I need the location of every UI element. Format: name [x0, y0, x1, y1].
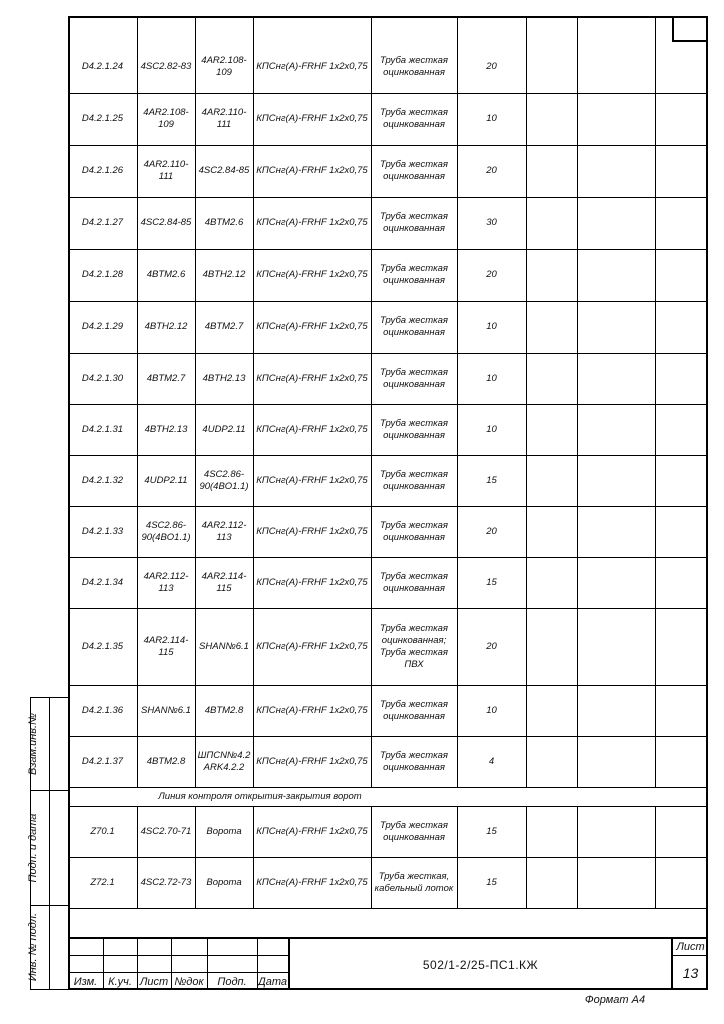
cell-cable: КПСнг(А)-FRHF 1x2x0,75 [256, 321, 368, 332]
cell-pipe: Труба жесткая, кабельный лоток [374, 870, 454, 894]
cell-from: 4BTM2.7 [146, 372, 186, 384]
cell-cable: КПСнг(А)-FRHF 1x2x0,75 [256, 825, 368, 837]
cell-cable: КПСнг(А)-FRHF 1x2x0,75 [256, 423, 368, 435]
cell-length: 15 [486, 474, 497, 486]
column-divider [457, 16, 458, 787]
cell-to: 4BTH2.12 [202, 269, 246, 280]
cell-to: 4BTM2.8 [204, 704, 244, 716]
cell-pipe: Труба жесткая оцинкованная [380, 570, 448, 594]
sheet-number: 13 [682, 965, 699, 981]
cell-id: D4.2.1.30 [81, 372, 124, 384]
cell-length: 10 [486, 423, 497, 435]
kuch-label: К.уч. [108, 975, 132, 988]
cell-id: D4.2.1.29 [81, 321, 124, 332]
cell-pipe: Труба жесткая оцинкованная [380, 417, 448, 441]
cell-to: Ворота [206, 876, 242, 888]
vzam-inv-label: Взам.инв.№ [27, 713, 39, 775]
cell-pipe: Труба жесткая оцинкованная [380, 468, 448, 492]
column-divider [371, 16, 372, 787]
cell-id: D4.2.1.25 [81, 113, 124, 124]
column-divider [137, 16, 138, 787]
cell-length: 20 [486, 525, 497, 537]
cell-pipe: Труба жесткая оцинкованная; Труба жесткая ПВХ [380, 622, 448, 670]
cell-length: 10 [486, 321, 497, 332]
cell-to: ШПСN№4.2 ARK4.2.2 [197, 749, 251, 773]
cell-from: 4SC2.70-71 [140, 825, 192, 837]
cell-id: D4.2.1.36 [81, 704, 124, 716]
cell-pipe: Труба жесткая оцинкованная [380, 315, 448, 338]
column-divider [526, 16, 527, 787]
cell-to: 4AR2.108-109 [201, 55, 247, 78]
column-divider [655, 16, 656, 787]
cell-from: 4SC2.84-85 [140, 217, 192, 228]
column-divider [526, 806, 527, 908]
izm-label: Изм. [73, 975, 98, 988]
cell-from: 4SC2.86-90(4BO1.1) [141, 519, 191, 543]
cell-length: 15 [486, 576, 497, 588]
cell-from: 4AR2.112-113 [143, 570, 189, 594]
cell-id: Z70.1 [90, 825, 115, 837]
inv-podl-label: Инв. № подл. [27, 912, 39, 982]
cell-from: 4AR2.108-109 [143, 107, 189, 130]
cell-to: 4AR2.112-113 [201, 519, 247, 543]
column-divider [137, 806, 138, 908]
column-divider [253, 806, 254, 908]
cell-pipe: Труба жесткая оцинкованная [380, 519, 448, 543]
cell-cable: КПСнг(А)-FRHF 1x2x0,75 [256, 372, 368, 384]
cell-from: SHAN№6.1 [141, 704, 191, 716]
cell-length: 10 [486, 113, 497, 124]
cell-from: 4AR2.110-111 [143, 159, 189, 182]
cell-cable: КПСнг(А)-FRHF 1x2x0,75 [256, 113, 368, 124]
cell-from: 4AR2.114-115 [143, 634, 189, 658]
cell-from: 4BTM2.8 [146, 755, 186, 767]
cell-from: 4SC2.72-73 [140, 876, 192, 888]
section-title: Линия контроля открытия-закрытия ворот [158, 790, 362, 802]
cell-to: 4BTM2.7 [204, 321, 244, 332]
cell-length: 10 [486, 704, 497, 716]
cell-id: D4.2.1.27 [81, 217, 124, 228]
cell-id: D4.2.1.33 [81, 525, 124, 537]
format-label: Формат А4 [584, 994, 646, 1006]
cell-to: Ворота [206, 825, 242, 837]
column-divider [577, 16, 578, 787]
cell-pipe: Труба жесткая оцинкованная [380, 55, 448, 78]
cell-id: D4.2.1.35 [81, 640, 124, 652]
column-divider [457, 806, 458, 908]
column-divider [195, 806, 196, 908]
cell-cable: КПСнг(А)-FRHF 1x2x0,75 [256, 269, 368, 280]
cell-pipe: Труба жесткая оцинкованная [380, 211, 448, 234]
cell-pipe: Труба жесткая оцинкованная [380, 159, 448, 182]
cell-cable: КПСнг(А)-FRHF 1x2x0,75 [256, 755, 368, 767]
document-code: 502/1-2/25-ПС1.КЖ [422, 957, 539, 972]
cell-length: 10 [486, 372, 497, 384]
cell-to: SHAN№6.1 [199, 640, 249, 652]
cell-id: D4.2.1.37 [81, 755, 124, 767]
cell-cable: КПСнг(А)-FRHF 1x2x0,75 [256, 61, 368, 72]
cell-length: 15 [486, 825, 497, 837]
column-divider [655, 806, 656, 908]
cell-from: 4SC2.82-83 [140, 61, 192, 72]
cell-cable: КПСнг(А)-FRHF 1x2x0,75 [256, 576, 368, 588]
cell-id: D4.2.1.28 [81, 269, 124, 280]
cell-length: 20 [486, 165, 497, 176]
list-label: Лист [139, 975, 169, 988]
data-label: Дата [257, 975, 288, 988]
cell-to: 4AR2.110-111 [201, 107, 247, 130]
corner-box [672, 16, 708, 42]
cell-length: 30 [486, 217, 497, 228]
cell-to: 4AR2.114-115 [201, 570, 247, 594]
cell-id: D4.2.1.26 [81, 165, 124, 176]
cell-pipe: Труба жесткая оцинкованная [380, 819, 448, 843]
cell-pipe: Труба жесткая оцинкованная [380, 366, 448, 390]
podp-data-label: Подп. и дата [27, 813, 39, 883]
column-divider [253, 16, 254, 787]
sheet-label: Лист [676, 941, 705, 953]
ndok-label: №док [174, 975, 204, 988]
cell-from: 4BTM2.6 [146, 269, 186, 280]
cell-to: 4UDP2.11 [202, 423, 246, 435]
cell-cable: КПСнг(А)-FRHF 1x2x0,75 [256, 876, 368, 888]
cell-to: 4BTH2.13 [202, 372, 246, 384]
cell-id: D4.2.1.32 [81, 474, 124, 486]
column-divider [371, 806, 372, 908]
cell-from: 4BTH2.12 [144, 321, 188, 332]
cell-length: 20 [486, 61, 497, 72]
cell-pipe: Труба жесткая оцинкованная [380, 107, 448, 130]
cell-to: 4BTM2.6 [204, 217, 244, 228]
cell-to: 4SC2.86-90(4BO1.1) [199, 468, 249, 492]
cell-cable: КПСнг(А)-FRHF 1x2x0,75 [256, 165, 368, 176]
row-divider [68, 908, 708, 909]
cell-cable: КПСнг(А)-FRHF 1x2x0,75 [256, 474, 368, 486]
podp-label: Подп. [217, 975, 247, 988]
cell-from: 4UDP2.11 [144, 474, 188, 486]
cell-from: 4BTH2.13 [144, 423, 188, 435]
title-grid-line [68, 955, 288, 956]
cell-length: 15 [486, 876, 497, 888]
cell-length: 20 [486, 269, 497, 280]
cell-id: D4.2.1.34 [81, 576, 124, 588]
column-divider [577, 806, 578, 908]
cell-id: D4.2.1.31 [81, 423, 124, 435]
cell-id: Z72.1 [90, 876, 115, 888]
cell-pipe: Труба жесткая оцинкованная [380, 749, 448, 773]
column-divider [195, 16, 196, 787]
cell-cable: КПСнг(А)-FRHF 1x2x0,75 [256, 525, 368, 537]
cell-id: D4.2.1.24 [81, 61, 124, 72]
cell-to: 4SC2.84-85 [198, 165, 250, 176]
cell-cable: КПСнг(А)-FRHF 1x2x0,75 [256, 217, 368, 228]
cell-length: 4 [488, 755, 495, 767]
cell-length: 20 [486, 640, 497, 652]
cell-cable: КПСнг(А)-FRHF 1x2x0,75 [256, 640, 368, 652]
cell-cable: КПСнг(А)-FRHF 1x2x0,75 [256, 704, 368, 716]
side-divider [49, 697, 50, 990]
cell-pipe: Труба жесткая оцинкованная [380, 263, 448, 286]
cell-pipe: Труба жесткая оцинкованная [380, 698, 448, 722]
